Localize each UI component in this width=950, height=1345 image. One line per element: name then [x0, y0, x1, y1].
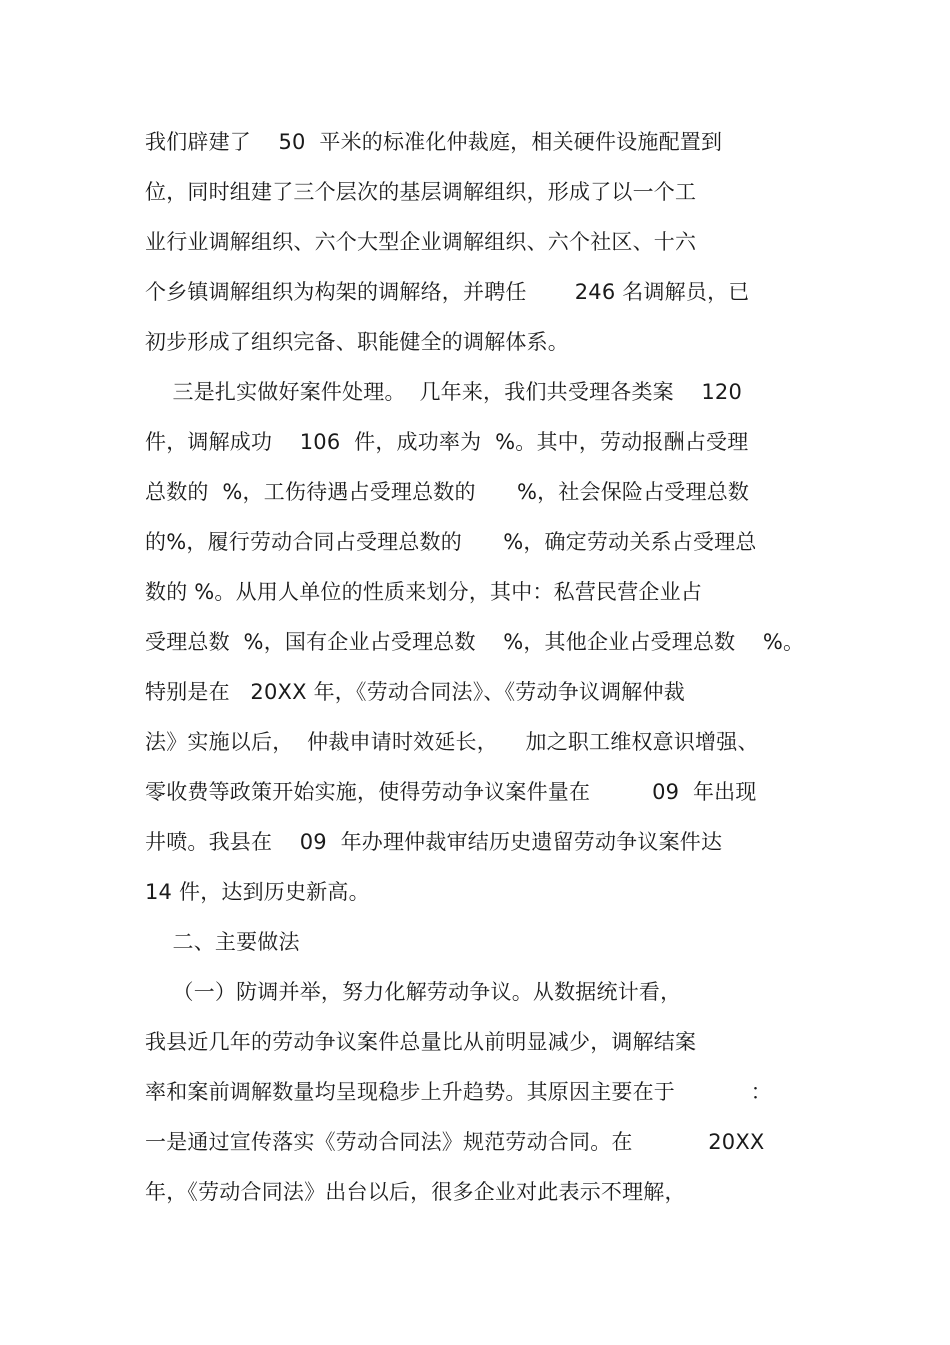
section-heading: 二、主要做法	[145, 930, 300, 954]
text-line: 总数的 %，工伤待遇占受理总数的 %，社会保险占受理总数	[145, 480, 750, 504]
text-line: 业行业调解组织、六个大型企业调解组织、六个社区、十六	[145, 230, 697, 254]
text-line: 件，调解成功 106 件，成功率为 %。其中，劳动报酬占受理	[145, 430, 749, 454]
text-line: 零收费等政策开始实施，使得劳动争议案件量在 09 年出现	[145, 780, 757, 804]
text-line: 井喷。我县在 09 年办理仲裁审结历史遗留劳动争议案件达	[145, 830, 723, 854]
text-line: 受理总数 %，国有企业占受理总数 %，其他企业占受理总数 %。	[145, 630, 805, 654]
text-line: 的%，履行劳动合同占受理总数的 %，确定劳动关系占受理总	[145, 530, 757, 554]
text-line: 14 件，达到历史新高。	[145, 880, 370, 904]
text-line: 年，《劳动合同法》出台以后，很多企业对此表示不理解，	[145, 1180, 686, 1204]
text-line: 个乡镇调解组织为构架的调解络，并聘任 246 名调解员，已	[145, 280, 750, 304]
text-line: 初步形成了组织完备、职能健全的调解体系。	[145, 330, 569, 354]
text-line: 我们辟建了 50 平米的标准化仲裁庭，相关硬件设施配置到	[145, 130, 723, 154]
text-line: （一）防调并举，努力化解劳动争议。从数据统计看，	[145, 980, 682, 1004]
text-line: 法》实施以后， 仲裁申请时效延长， 加之职工维权意识增强、	[145, 730, 759, 754]
text-line: 我县近几年的劳动争议案件总量比从前明显减少，调解结案	[145, 1030, 697, 1054]
text-line: 位，同时组建了三个层次的基层调解组织，形成了以一个工	[145, 180, 697, 204]
text-line: 三是扎实做好案件处理。 几年来，我们共受理各类案 120	[145, 380, 743, 404]
text-line: 特别是在 20XX 年，《劳动合同法》、《劳动争议调解仲裁	[145, 680, 685, 704]
text-line: 数的 %。从用人单位的性质来划分，其中：私营民营企业占	[145, 580, 703, 604]
text-line: 率和案前调解数量均呈现稳步上升趋势。其原因主要在于 ：	[145, 1080, 772, 1104]
text-line: 一是通过宣传落实《劳动合同法》规范劳动合同。在 20XX	[145, 1130, 765, 1154]
